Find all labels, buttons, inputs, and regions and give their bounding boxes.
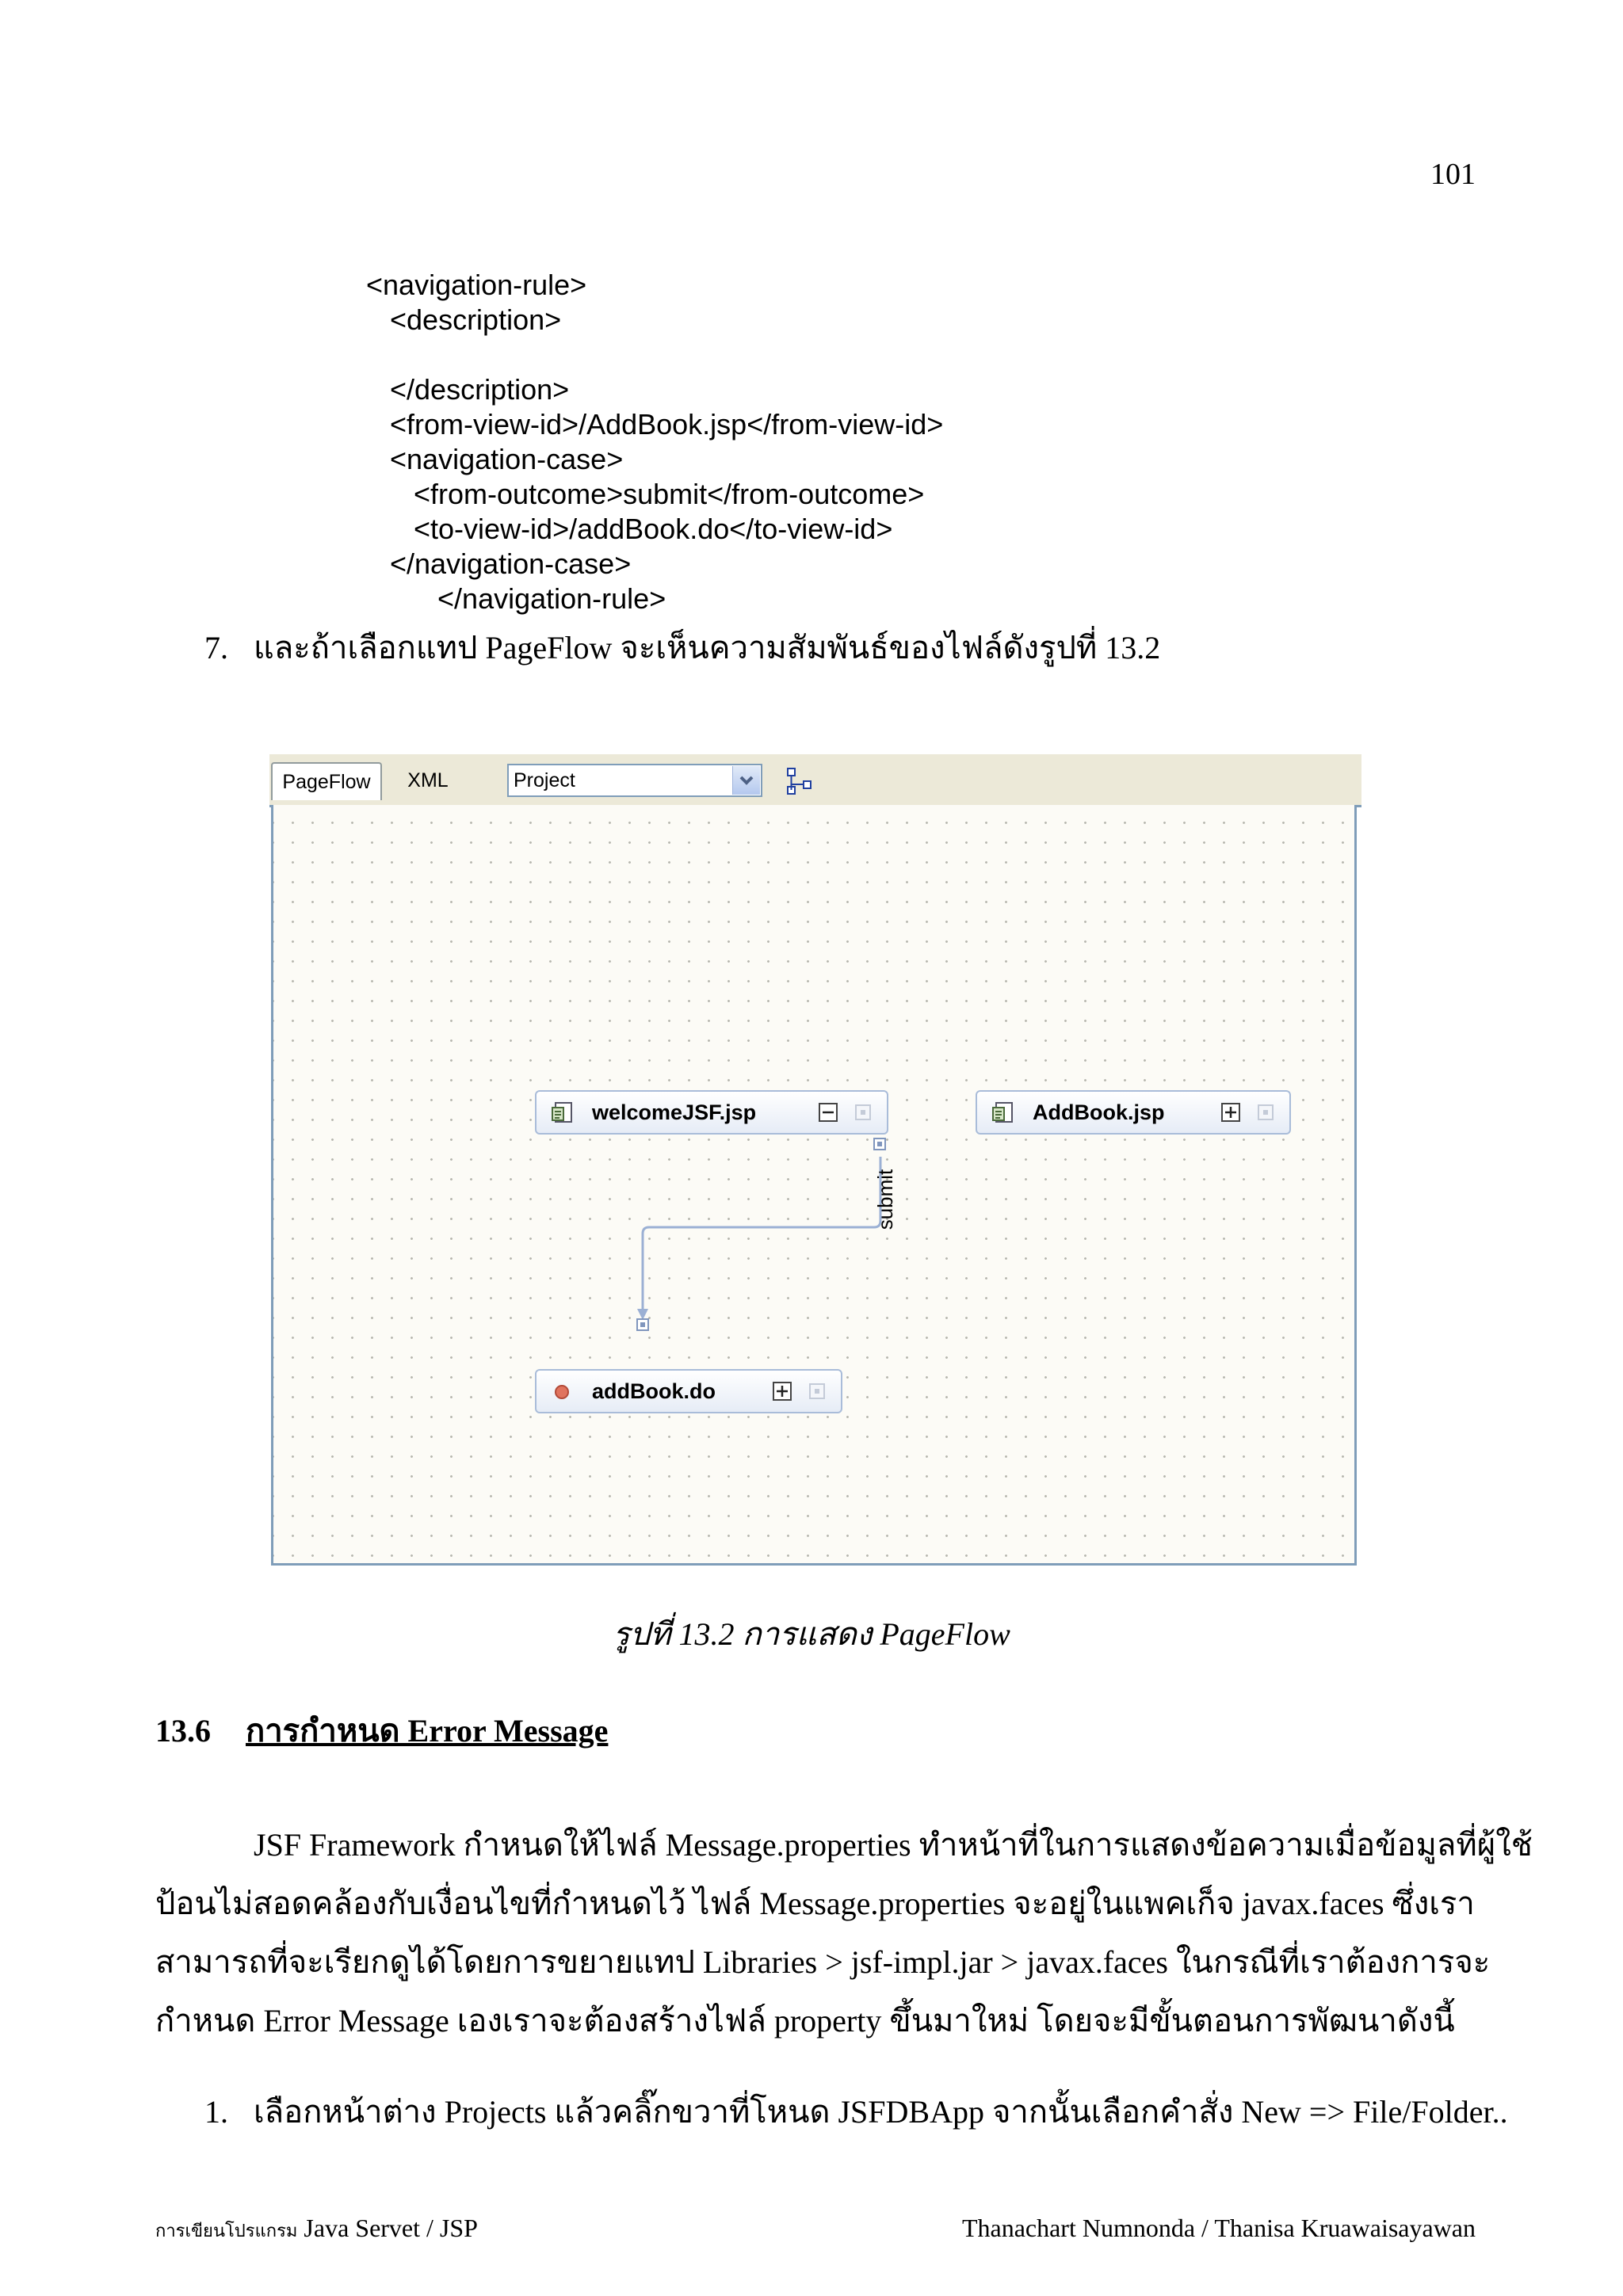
- code-line: </navigation-rule>: [366, 582, 666, 615]
- project-select[interactable]: [507, 764, 762, 797]
- expand-icon[interactable]: [773, 1382, 792, 1401]
- footer-course-label: การเขียนโปรแกรม: [155, 2221, 298, 2241]
- pageflow-canvas[interactable]: [271, 805, 1357, 1566]
- code-line: [366, 338, 943, 372]
- expand-icon[interactable]: [1221, 1103, 1240, 1122]
- paragraph-line: สามารถที่จะเรียกดูได้โดยการขยายแทป Libraries > jsf-impl.jar > javax.faces ในกรณีที่เราต้องการจะ: [155, 1944, 1491, 1980]
- figure-caption: รูปที่ 13.2 การแสดง PageFlow: [613, 1616, 1010, 1652]
- connector-port[interactable]: [873, 1138, 886, 1150]
- code-line: <navigation-rule>: [366, 269, 587, 301]
- edge-label-text: submit: [873, 1169, 897, 1230]
- node-welcome-jsf[interactable]: [535, 1090, 888, 1135]
- step-1: [204, 2092, 1552, 2133]
- code-line: <from-outcome>submit</from-outcome>: [366, 478, 925, 510]
- node-label: addBook.do: [592, 1379, 716, 1403]
- code-line: <description>: [366, 303, 562, 336]
- paragraph-line: JSF Framework กำหนดให้ไฟล์ Message.properties ทำหน้าที่ในการแสดงข้อความเมื่อข้อมูลที่ผู้ใช้: [254, 1827, 1533, 1863]
- step-text: และถ้าเลือกแทป PageFlow จะเห็นความสัมพันธ์ของไฟล์ดังรูปที่ 13.2: [254, 630, 1161, 666]
- navigation-edge: [273, 805, 1359, 1566]
- node-addbook-do[interactable]: [535, 1369, 842, 1413]
- close-icon[interactable]: [1258, 1104, 1274, 1120]
- step-7: [204, 627, 1472, 669]
- page-number: 101: [1430, 158, 1476, 191]
- node-addbook-jsp[interactable]: [976, 1090, 1291, 1135]
- paragraph-line: กำหนด Error Message เองเราจะต้องสร้างไฟล์ property ขึ้นมาใหม่ โดยจะมีขั้นตอนการพัฒนาดังนี้: [155, 2003, 1455, 2039]
- footer-authors: Thanachart Numnonda / Thanisa Kruawaisayawan: [961, 2214, 1476, 2242]
- code-line: <navigation-case>: [366, 443, 624, 475]
- graph-layout-icon[interactable]: [785, 765, 813, 797]
- step-text: เลือกหน้าต่าง Projects แล้วคลิ๊กขวาที่โหนด JSFDBApp จากนั้นเลือกคำสั่ง New => File/Folder..: [254, 2094, 1508, 2130]
- section-number: 13.6: [155, 1713, 211, 1749]
- paragraph-line: ป้อนไม่สอดคล้องกับเงื่อนไขที่กำหนดไว้ ไฟล์ Message.properties จะอยู่ในแพคเก็จ javax.faces ซึ่งเรา: [155, 1886, 1475, 1921]
- code-line: </navigation-case>: [366, 547, 632, 580]
- code-line: <from-view-id>/AddBook.jsp</from-view-id>: [366, 408, 944, 441]
- connector-port[interactable]: [636, 1318, 649, 1331]
- step-number: 7.: [204, 630, 228, 666]
- project-select-value: Project: [514, 769, 575, 791]
- edge-label: [869, 1160, 901, 1239]
- pageflow-screenshot: [269, 754, 1361, 1570]
- editor-toolbar: [269, 754, 1361, 807]
- tab-pageflow[interactable]: PageFlow: [271, 762, 382, 800]
- footer-course-title: Java Servet / JSP: [297, 2214, 478, 2242]
- collapse-icon[interactable]: [819, 1103, 838, 1122]
- code-block: [366, 268, 943, 616]
- section-heading: [155, 1705, 608, 1756]
- chevron-down-icon[interactable]: [732, 766, 760, 795]
- code-line: <to-view-id>/addBook.do</to-view-id>: [366, 513, 893, 545]
- jsp-file-icon: [551, 1101, 575, 1125]
- node-label: AddBook.jsp: [1033, 1100, 1165, 1124]
- step-number: 1.: [204, 2094, 228, 2130]
- node-label: welcomeJSF.jsp: [592, 1100, 757, 1124]
- section-title: การกำหนด Error Message: [246, 1713, 609, 1749]
- close-icon[interactable]: [855, 1104, 871, 1120]
- footer-left: [155, 2214, 478, 2245]
- jsp-file-icon: [991, 1101, 1015, 1125]
- close-icon[interactable]: [809, 1383, 825, 1399]
- code-line: </description>: [366, 373, 570, 406]
- action-dot-icon: [551, 1380, 575, 1404]
- tab-xml[interactable]: XML: [407, 769, 449, 791]
